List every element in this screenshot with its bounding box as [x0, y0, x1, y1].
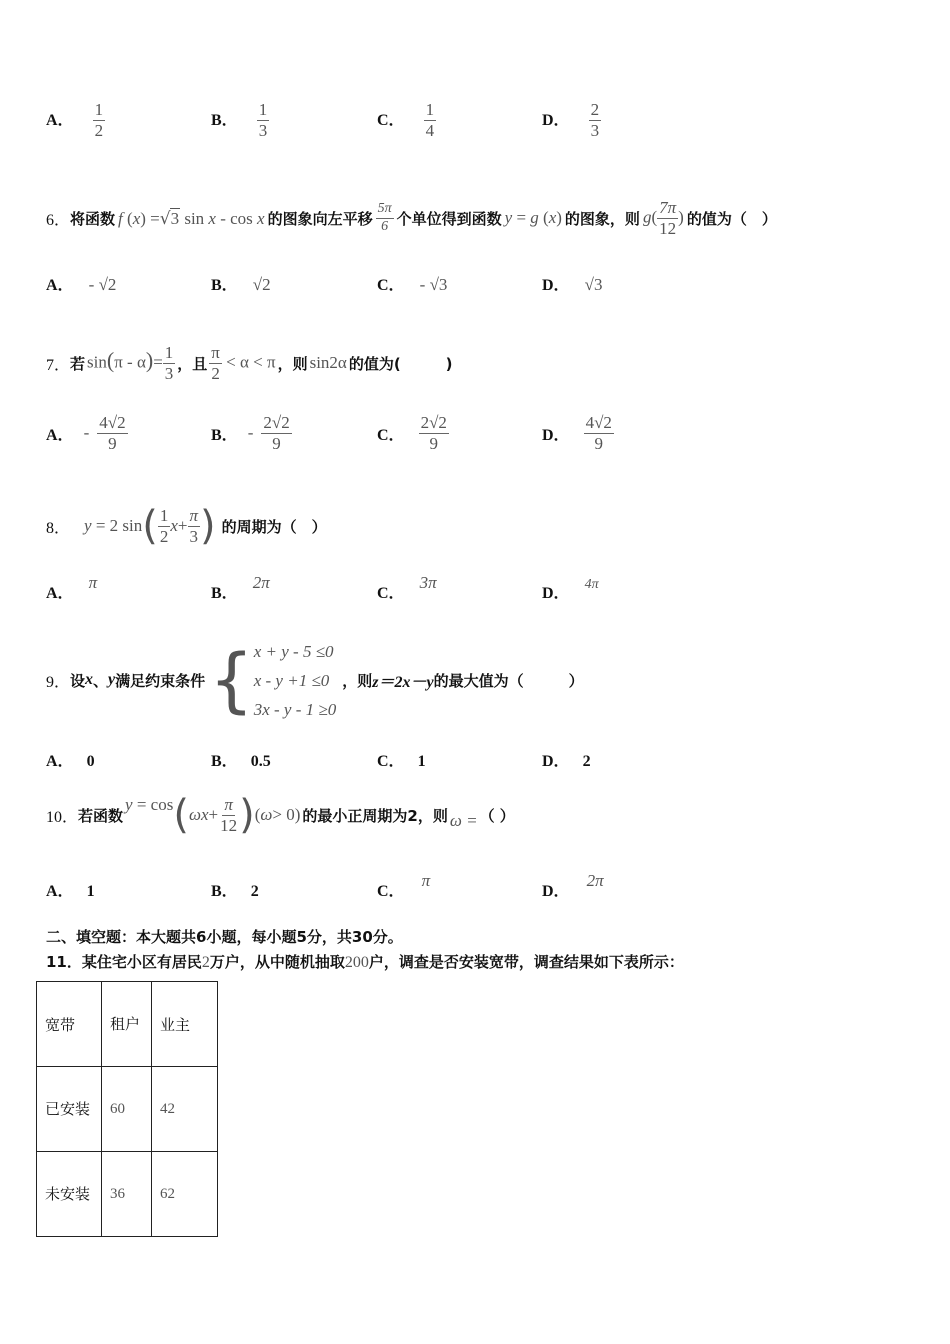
- q7-option-d: [542, 414, 614, 453]
- question-text: 的最大值为（ ）: [433, 671, 584, 690]
- fraction-numerator: 1: [258, 100, 268, 119]
- q5-option-c: [377, 101, 436, 140]
- question-text: 满足约束条件: [115, 671, 206, 690]
- q5-option-d: [542, 101, 601, 140]
- question-text: 将函数: [70, 209, 116, 228]
- q5-option-a: [46, 101, 105, 140]
- option-label: C．: [377, 111, 405, 129]
- option-label: D．: [542, 883, 570, 900]
- question-text: ，则: [277, 354, 308, 373]
- question-text: 若函数: [78, 806, 124, 825]
- q8-option-c: [377, 573, 437, 603]
- option-label: D．: [542, 426, 570, 444]
- option-value: √2: [252, 275, 271, 294]
- fraction-denominator: 9: [429, 433, 438, 453]
- q6-option-b: [211, 272, 271, 295]
- fraction-numerator: 4√2: [585, 413, 612, 432]
- survey-table: [36, 981, 218, 1237]
- shift-fraction: $\frac{5\pi}{6}$: [377, 200, 392, 234]
- row-label-cell: 未安装: [37, 1152, 102, 1237]
- q10-option-c: [377, 871, 431, 901]
- renter-cell: 36: [102, 1152, 152, 1237]
- question-8: [46, 496, 327, 556]
- option-label: A．: [46, 585, 74, 602]
- table-header-row: [37, 982, 218, 1067]
- option-label: C．: [377, 426, 405, 444]
- option-label: D．: [542, 277, 570, 294]
- option-value: 2π: [586, 871, 604, 890]
- function-formula: f (x) =√3 sin x - cos x: [118, 208, 265, 229]
- q9-option-b: [211, 748, 271, 771]
- option-value: π: [421, 871, 431, 890]
- q7-option-c: [377, 414, 449, 453]
- option-sign: -: [247, 423, 254, 443]
- table-row: [37, 1152, 218, 1237]
- q7-option-b: [211, 414, 292, 453]
- fraction-numerator: 4√2: [99, 413, 126, 432]
- option-label: D．: [542, 585, 570, 602]
- option-value: π: [88, 573, 98, 592]
- question-11: [46, 951, 684, 972]
- q9-option-d: [542, 748, 591, 771]
- function-g: y = g (x): [504, 208, 562, 227]
- question-number: 10．: [46, 808, 79, 826]
- q10-option-d: [542, 871, 604, 901]
- option-value: √3: [584, 275, 603, 294]
- question-7: [46, 332, 453, 394]
- question-text: 的周期为（ ）: [221, 517, 327, 536]
- section-heading: 二、填空题：本大题共6小题，每小题5分，共30分。: [46, 928, 403, 946]
- table-row: [37, 1067, 218, 1152]
- q6-option-a: [46, 272, 116, 295]
- question-text: 若: [70, 354, 86, 373]
- option-label: B．: [211, 277, 238, 294]
- option-label: A．: [46, 426, 74, 444]
- q10-option-b: [211, 878, 259, 901]
- option-label: C．: [377, 883, 405, 900]
- option-label: C．: [377, 277, 405, 294]
- option-value: 2: [582, 753, 591, 770]
- function-formula: y = cos ( ωx + $\frac{\pi}{12}$ ) ( ω > 0): [125, 792, 301, 838]
- option-label: B．: [211, 111, 238, 129]
- question-text: 的图象，则: [564, 209, 640, 228]
- owner-cell: 62: [152, 1152, 218, 1237]
- option-label: D．: [542, 111, 570, 129]
- question-6: [46, 188, 777, 248]
- variable-x: x: [85, 671, 94, 688]
- question-text: 万户，从中随机抽取: [209, 953, 345, 971]
- owner-cell: 42: [152, 1067, 218, 1152]
- option-label: D．: [542, 753, 570, 770]
- question-number: 7．: [46, 356, 71, 374]
- q6-option-d: [542, 272, 603, 295]
- constraint-line: 3x - y - 1 ≥0: [253, 699, 337, 719]
- option-value: 1: [417, 753, 426, 770]
- question-text: 设: [70, 671, 86, 690]
- fraction-denominator: 3: [590, 120, 600, 140]
- option-label: C．: [377, 753, 405, 770]
- q8-option-b: [211, 573, 270, 603]
- option-sign: -: [83, 423, 90, 443]
- function-formula: y = 2 sin ( $\frac{1}{2}$ x + $\frac{\pi}{3}$ ): [84, 503, 216, 549]
- constraint-line: x + y - 5 ≤0: [253, 641, 334, 661]
- q6-option-c: [377, 272, 447, 295]
- fraction-denominator: 4: [425, 120, 435, 140]
- option-label: B．: [211, 883, 238, 900]
- alpha-range: $\frac{\pi}{2}$ < α < π: [211, 342, 276, 383]
- number-households: 2: [201, 954, 210, 971]
- option-label: B．: [211, 753, 238, 770]
- option-label: A．: [46, 277, 74, 294]
- question-text: 的最小正周期为2，则: [302, 806, 448, 825]
- table-header-cell: 租户: [102, 982, 152, 1067]
- table-header-cell: 业主: [152, 982, 218, 1067]
- question-text: （ ）: [479, 806, 515, 825]
- question-text: 户，调查是否安装宽带，调查结果如下表所示：: [368, 953, 684, 971]
- question-text: ，且: [177, 354, 208, 373]
- fraction-denominator: 9: [594, 433, 603, 453]
- objective-z: z＝2x－y: [372, 673, 434, 691]
- constraint-line: x - y +1 ≤0: [253, 670, 330, 690]
- question-number: 9．: [46, 673, 71, 691]
- q9-option-a: [46, 748, 95, 771]
- option-value: 1: [86, 883, 95, 900]
- q10-option-a: [46, 878, 95, 901]
- question-text: 个单位得到函数: [396, 209, 502, 228]
- q9-option-c: [377, 748, 426, 771]
- fraction-numerator: 2: [590, 100, 600, 119]
- option-value: 3π: [419, 573, 437, 592]
- option-value: - √3: [419, 275, 448, 294]
- table-header-cell: 宽带: [37, 982, 102, 1067]
- q7-option-a: [46, 414, 128, 453]
- renter-cell: 60: [102, 1067, 152, 1152]
- question-text: 11．某住宅小区有居民: [46, 953, 202, 971]
- fraction-denominator: 3: [258, 120, 268, 140]
- option-label: B．: [211, 585, 238, 602]
- fraction-denominator: 9: [108, 433, 117, 453]
- option-value: 4π: [584, 577, 599, 592]
- sample-size: 200: [344, 954, 369, 971]
- option-value: 2: [250, 883, 259, 900]
- option-label: A．: [46, 883, 74, 900]
- option-label: A．: [46, 111, 74, 129]
- option-value: 2π: [252, 573, 270, 592]
- question-text: 的值为（ ）: [686, 209, 777, 228]
- question-9: [46, 636, 584, 724]
- variable-y: y: [108, 671, 116, 688]
- option-label: A．: [46, 753, 74, 770]
- constraint-system: { x + y - 5 ≤0 x - y +1 ≤0 3x - y - 1 ≥0: [209, 637, 336, 724]
- question-text: 的值为( ): [348, 354, 453, 373]
- row-label-cell: 已安装: [37, 1067, 102, 1152]
- question-text: ，则: [342, 671, 373, 690]
- q5-option-b: [211, 101, 269, 140]
- question-text: 、: [93, 671, 109, 690]
- option-label: C．: [377, 585, 405, 602]
- question-text: 的图象向左平移: [267, 209, 373, 228]
- option-value: 0.5: [250, 753, 271, 770]
- sin2a-expression: sin2α: [309, 353, 347, 372]
- fraction-numerator: 1: [425, 100, 435, 119]
- sin-expression: sin(π - α)= $\frac{1}{3}$: [87, 342, 174, 383]
- omega-symbol: ω =: [449, 811, 478, 830]
- fraction-numerator: 2√2: [263, 413, 290, 432]
- fraction-numerator: 1: [94, 100, 104, 119]
- fraction-denominator: 2: [94, 120, 104, 140]
- option-value: - √2: [88, 275, 117, 294]
- question-number: 8．: [46, 519, 71, 537]
- option-label: B．: [211, 426, 238, 444]
- q8-option-d: [542, 577, 599, 603]
- question-number: 6．: [46, 211, 71, 229]
- fraction-numerator: 2√2: [420, 413, 447, 432]
- g-value-expression: g( $\frac{7\pi}{12}$ ): [642, 197, 684, 238]
- option-value: 0: [86, 753, 95, 770]
- question-10: [46, 784, 515, 846]
- fraction-denominator: 9: [272, 433, 281, 453]
- q8-option-a: [46, 573, 98, 603]
